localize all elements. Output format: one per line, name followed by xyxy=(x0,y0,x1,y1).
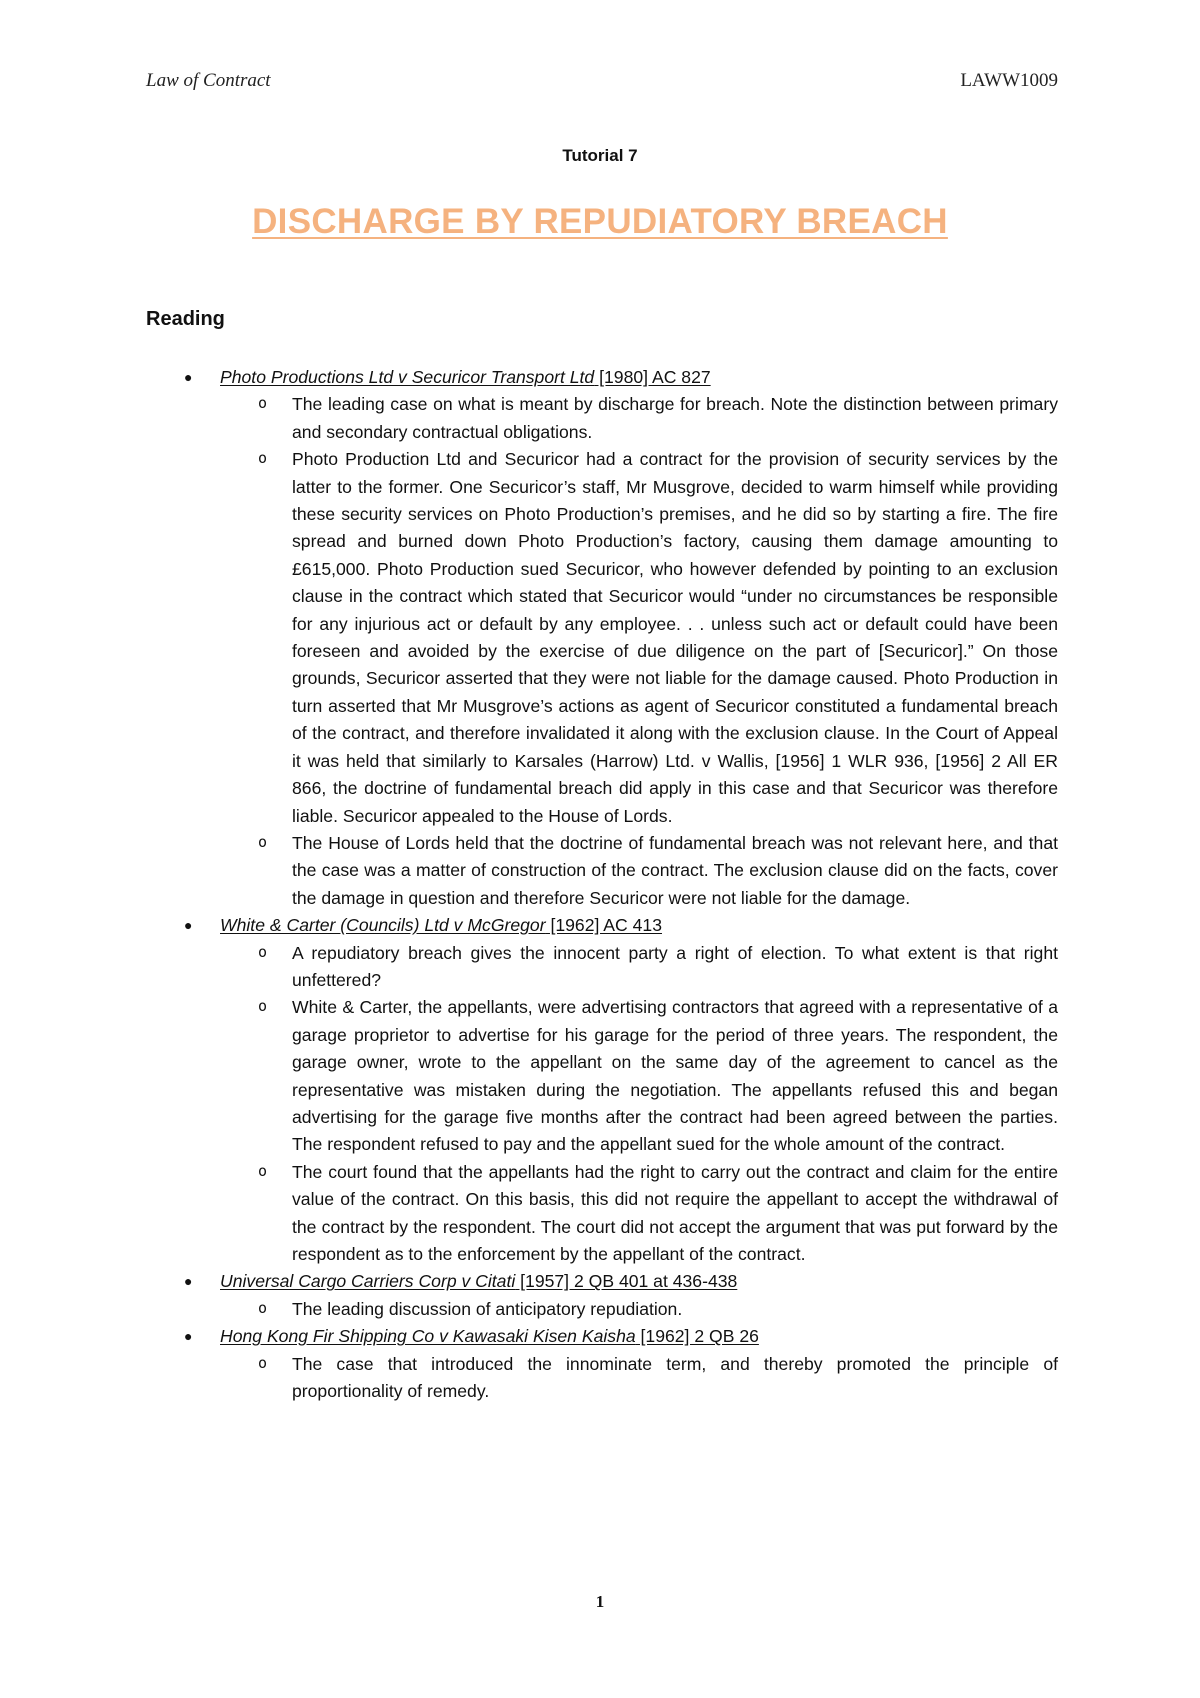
case-citation xyxy=(220,915,662,935)
case-reference: [1957] 2 QB 401 at 436-438 xyxy=(515,1271,738,1292)
header-course-code: LAWW1009 xyxy=(960,70,1058,91)
bullet-icon: ● xyxy=(184,369,193,385)
case-note: o The court found that the appellants had the right to carry out the contract and claim for the entire value of the contract. On this basis, this did not require the appellant to accept the withdrawal of the contract by the respondent. The court did not accept the argument that was put forward by the respondent as to the enforcement by the appellant of the contract. xyxy=(146,1159,1058,1269)
case-item xyxy=(146,364,1058,391)
reading-list xyxy=(146,364,1058,1405)
case-item xyxy=(146,1323,1058,1350)
case-citation xyxy=(220,1271,737,1291)
case-name: Hong Kong Fir Shipping Co v Kawasaki Kisen Kaisha xyxy=(220,1326,636,1347)
sub-bullet-icon: o xyxy=(258,1161,268,1180)
page-title: DISCHARGE BY REPUDIATORY BREACH xyxy=(252,202,948,241)
sub-bullet-icon: o xyxy=(258,1298,268,1317)
sub-bullet-icon: o xyxy=(258,832,268,851)
bullet-icon: ● xyxy=(184,1273,193,1290)
sub-bullet-icon: o xyxy=(258,449,268,468)
case-note: o The leading case on what is meant by discharge for breach. Note the distinction between primary and secondary contractual obligations. xyxy=(146,391,1058,446)
page-number: 1 xyxy=(595,1592,605,1611)
bullet-icon: ● xyxy=(184,1328,193,1345)
case-note: o The case that introduced the innominate term, and thereby promoted the principle of proportionality of remedy. xyxy=(146,1351,1058,1406)
case-item xyxy=(146,1268,1058,1295)
sub-bullet-icon: o xyxy=(258,1353,268,1372)
case-reference: [1980] AC 827 xyxy=(594,367,711,387)
case-note: o The House of Lords held that the doctrine of fundamental breach was not relevant here, and that the case was a matter of construction of the contract. The exclusion clause did on the facts, cover the damage in question and therefore Securicor were not liable for the damage. xyxy=(146,830,1058,912)
case-name: Universal Cargo Carriers Corp v Citati xyxy=(220,1271,516,1292)
case-reference: [1962] AC 413 xyxy=(545,915,662,936)
tutorial-label: Tutorial 7 xyxy=(562,146,638,165)
case-name: Photo Productions Ltd v Securicor Transport Ltd xyxy=(220,367,595,387)
bullet-icon: ● xyxy=(184,917,193,934)
case-reference: [1962] 2 QB 26 xyxy=(635,1326,759,1347)
case-note: o A repudiatory breach gives the innocent party a right of election. To what extent is that right unfettered? xyxy=(146,940,1058,995)
case-name: White & Carter (Councils) Ltd v McGregor xyxy=(220,915,546,936)
case-note: o Photo Production Ltd and Securicor had a contract for the provision of security services by the latter to the former. One Securicor’s staff, Mr Musgrove, decided to warm himself while providing these security services on Photo Production’s premises, and he did so by starting a fire. The fire spread and burned down Photo Production’s factory, causing them damage amounting to £615,000. Photo Production sued Securicor, who however defended by pointing to an exclusion clause in the contract which stated that Securicor would “under no circumstances be responsible for any injurious act or default by any employee. . . unless such act or default could have been foreseen and avoided by the exercise of due diligence on the part of [Securicor].” On those grounds, Securicor asserted that they were not liable for the damage caused. Photo Production in turn asserted that Mr Musgrove’s actions as agent of Securicor constituted a fundamental breach of the contract, and therefore invalidated it along with the exclusion clause. In the Court of Appeal it was held that similarly to Karsales (Harrow) Ltd. v Wallis, [1956] 1 WLR 936, [1956] 2 All ER 866, the doctrine of fundamental breach did apply in this case and that Securicor was therefore liable. Securicor appealed to the House of Lords. xyxy=(146,446,1058,830)
case-note: o White & Carter, the appellants, were advertising contractors that agreed with a representative of a garage proprietor to advertise for his garage for the period of three years. The respondent, the garage owner, wrote to the appellant on the same day of the agreement to cancel as the representative was mistaken during the negotiation. The appellants refused this and began advertising for the garage five months after the contract had been agreed between the parties. The respondent refused to pay and the appellant sued for the whole amount of the contract. xyxy=(146,994,1058,1158)
case-note: o The leading discussion of anticipatory repudiation. xyxy=(146,1296,1058,1323)
sub-bullet-icon: o xyxy=(258,394,268,413)
header-course-name: Law of Contract xyxy=(146,70,271,91)
section-heading-reading: Reading xyxy=(146,308,225,330)
sub-bullet-icon: o xyxy=(258,997,268,1016)
case-citation xyxy=(220,367,711,387)
case-item xyxy=(146,912,1058,939)
case-citation xyxy=(220,1326,759,1346)
sub-bullet-icon: o xyxy=(258,942,268,961)
